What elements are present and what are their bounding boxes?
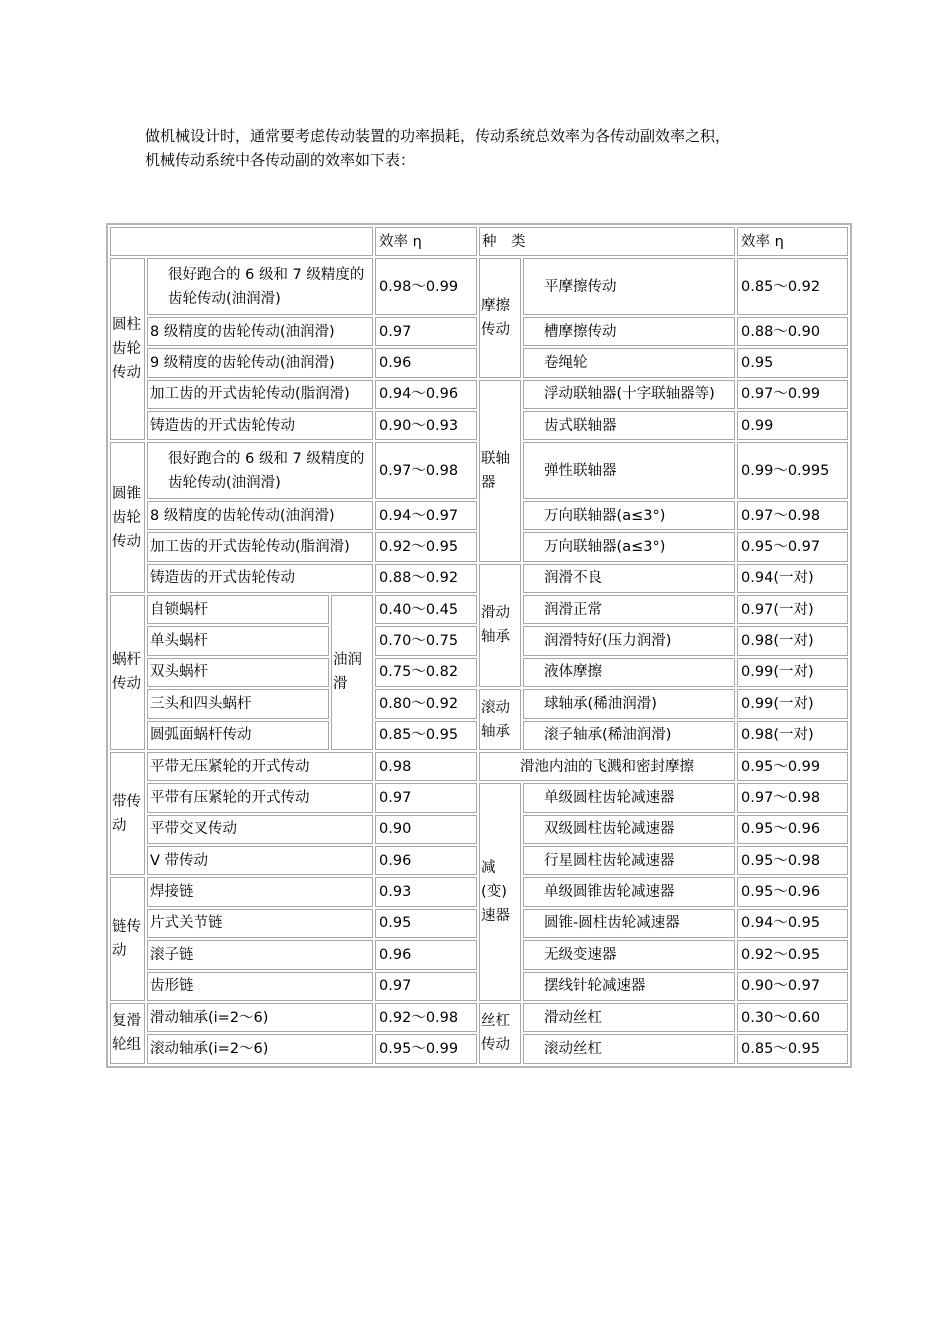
table-row [110, 752, 848, 781]
row-label: 摆线针轮减速器 [523, 972, 735, 1001]
row-label: 滚动轴承(i=2～6) [147, 1034, 373, 1064]
group-friction: 摩擦传动 [479, 258, 521, 377]
row-label: 单级圆柱齿轮减速器 [523, 783, 735, 812]
row-value: 0.97～0.99 [737, 380, 848, 409]
row-label: 9 级精度的齿轮传动(油润滑) [147, 348, 373, 377]
group-reducer: 减(变)速器 [479, 783, 521, 1001]
row-label: 双级圆柱齿轮减速器 [523, 815, 735, 844]
header-row [110, 227, 848, 256]
row-value: 0.95～0.96 [737, 815, 848, 844]
intro-text [145, 124, 845, 172]
group-rolling-bearing: 滚动轴承 [479, 689, 521, 750]
row-label: 齿形链 [147, 972, 373, 1001]
row-label: 8 级精度的齿轮传动(油润滑) [147, 501, 373, 530]
row-label: 平带交叉传动 [147, 815, 373, 844]
header-blank [110, 227, 373, 256]
row-value: 0.96 [375, 348, 477, 377]
row-label: 单级圆锥齿轮减速器 [523, 877, 735, 906]
row-label: 滚子轴承(稀油润滑) [523, 721, 735, 750]
row-value: 0.99 [737, 411, 848, 440]
group-worm-drive: 蜗杆传动 [110, 595, 145, 750]
group-chain-drive: 链传动 [110, 877, 145, 1001]
row-value: 0.85～0.95 [737, 1034, 848, 1064]
row-label: 浮动联轴器(十字联轴器等) [523, 380, 735, 409]
table-row [110, 564, 848, 593]
row-label: V 带传动 [147, 846, 373, 875]
row-value: 0.96 [375, 940, 477, 969]
group-belt-drive: 带传动 [110, 752, 145, 876]
row-value: 0.80～0.92 [375, 689, 477, 718]
row-label: 润滑不良 [523, 564, 735, 593]
row-label: 加工齿的开式齿轮传动(脂润滑) [147, 380, 373, 409]
row-value: 0.98～0.99 [375, 258, 477, 315]
row-label: 万向联轴器(a≤3°) [523, 532, 735, 561]
row-value: 0.98(一对) [737, 626, 848, 655]
row-label: 单头蜗杆 [147, 626, 329, 655]
row-value: 0.94～0.95 [737, 909, 848, 938]
header-right-efficiency: 效率 η [737, 227, 848, 256]
row-value: 0.98(一对) [737, 721, 848, 750]
row-label: 滑池内油的飞溅和密封摩擦 [479, 752, 735, 781]
row-label: 焊接链 [147, 877, 373, 906]
row-value: 0.98 [375, 752, 477, 781]
group-cylindrical-gear: 圆柱齿轮传动 [110, 258, 145, 440]
row-value: 0.70～0.75 [375, 626, 477, 655]
row-label: 齿式联轴器 [523, 411, 735, 440]
row-value: 0.99～0.995 [737, 442, 848, 499]
row-label: 很好跑合的 6 级和 7 级精度的齿轮传动(油润滑) [147, 442, 373, 499]
row-value: 0.97～0.98 [737, 783, 848, 812]
row-value: 0.92～0.98 [375, 1003, 477, 1032]
table-row [110, 258, 848, 315]
row-value: 0.95～0.96 [737, 877, 848, 906]
row-label: 槽摩擦传动 [523, 317, 735, 346]
row-value: 0.88～0.92 [375, 564, 477, 593]
row-label: 滑动轴承(i=2～6) [147, 1003, 373, 1032]
row-label: 滚动丝杠 [523, 1034, 735, 1064]
row-label: 滚子链 [147, 940, 373, 969]
table-row [110, 1003, 848, 1032]
row-value: 0.95～0.99 [737, 752, 848, 781]
row-label: 加工齿的开式齿轮传动(脂润滑) [147, 532, 373, 561]
row-label: 自锁蜗杆 [147, 595, 329, 624]
row-label: 润滑特好(压力润滑) [523, 626, 735, 655]
row-value: 0.90～0.93 [375, 411, 477, 440]
row-value: 0.97～0.98 [375, 442, 477, 499]
row-value: 0.75～0.82 [375, 658, 477, 687]
row-value: 0.94(一对) [737, 564, 848, 593]
row-label: 液体摩擦 [523, 658, 735, 687]
row-label: 弹性联轴器 [523, 442, 735, 499]
row-value: 0.90 [375, 815, 477, 844]
row-value: 0.95 [375, 909, 477, 938]
row-label: 无级变速器 [523, 940, 735, 969]
row-value: 0.90～0.97 [737, 972, 848, 1001]
worm-lubrication: 油润滑 [331, 595, 373, 750]
row-label: 圆弧面蜗杆传动 [147, 721, 329, 750]
row-value: 0.85～0.95 [375, 721, 477, 750]
row-value: 0.30～0.60 [737, 1003, 848, 1032]
row-value: 0.94～0.97 [375, 501, 477, 530]
row-label: 8 级精度的齿轮传动(油润滑) [147, 317, 373, 346]
row-value: 0.99(一对) [737, 658, 848, 687]
row-value: 0.85～0.92 [737, 258, 848, 315]
row-value: 0.99(一对) [737, 689, 848, 718]
row-label: 平带无压紧轮的开式传动 [147, 752, 373, 781]
row-value: 0.97(一对) [737, 595, 848, 624]
table-row [110, 689, 848, 718]
group-coupling: 联轴器 [479, 380, 521, 562]
row-value: 0.97 [375, 317, 477, 346]
row-value: 0.97 [375, 972, 477, 1001]
table-row [110, 783, 848, 812]
row-value: 0.97～0.98 [737, 501, 848, 530]
row-value: 0.95～0.99 [375, 1034, 477, 1064]
row-label: 圆锥-圆柱齿轮减速器 [523, 909, 735, 938]
table-row [110, 380, 848, 409]
row-label: 铸造齿的开式齿轮传动 [147, 411, 373, 440]
group-bevel-gear: 圆锥齿轮传动 [110, 442, 145, 593]
intro-line-2: 机械传动系统中各传动副的效率如下表： [145, 151, 416, 169]
group-lead-screw: 丝杠传动 [479, 1003, 521, 1064]
row-label: 双头蜗杆 [147, 658, 329, 687]
row-label: 卷绳轮 [523, 348, 735, 377]
row-label: 片式关节链 [147, 909, 373, 938]
row-label: 滑动丝杠 [523, 1003, 735, 1032]
header-left-efficiency: 效率 η [375, 227, 477, 256]
row-label: 铸造齿的开式齿轮传动 [147, 564, 373, 593]
group-pulley-block: 复滑轮组 [110, 1003, 145, 1064]
row-value: 0.95～0.97 [737, 532, 848, 561]
header-kind: 种 类 [479, 227, 735, 256]
row-label: 很好跑合的 6 级和 7 级精度的齿轮传动(油润滑) [147, 258, 373, 315]
row-label: 行星圆柱齿轮减速器 [523, 846, 735, 875]
row-value: 0.40～0.45 [375, 595, 477, 624]
row-value: 0.97 [375, 783, 477, 812]
row-label: 三头和四头蜗杆 [147, 689, 329, 718]
row-value: 0.95～0.98 [737, 846, 848, 875]
row-label: 万向联轴器(a≤3°) [523, 501, 735, 530]
row-label: 润滑正常 [523, 595, 735, 624]
row-value: 0.92～0.95 [737, 940, 848, 969]
row-value: 0.93 [375, 877, 477, 906]
row-value: 0.94～0.96 [375, 380, 477, 409]
row-value: 0.95 [737, 348, 848, 377]
row-value: 0.88～0.90 [737, 317, 848, 346]
row-label: 球轴承(稀油润滑) [523, 689, 735, 718]
group-sliding-bearing: 滑动轴承 [479, 564, 521, 688]
row-label: 平摩擦传动 [523, 258, 735, 315]
row-label: 平带有压紧轮的开式传动 [147, 783, 373, 812]
efficiency-table [106, 223, 852, 1068]
intro-line-1: 做机械设计时，通常要考虑传动装置的功率损耗，传动系统总效率为各传动副效率之积， [145, 127, 731, 145]
row-value: 0.96 [375, 846, 477, 875]
row-value: 0.92～0.95 [375, 532, 477, 561]
